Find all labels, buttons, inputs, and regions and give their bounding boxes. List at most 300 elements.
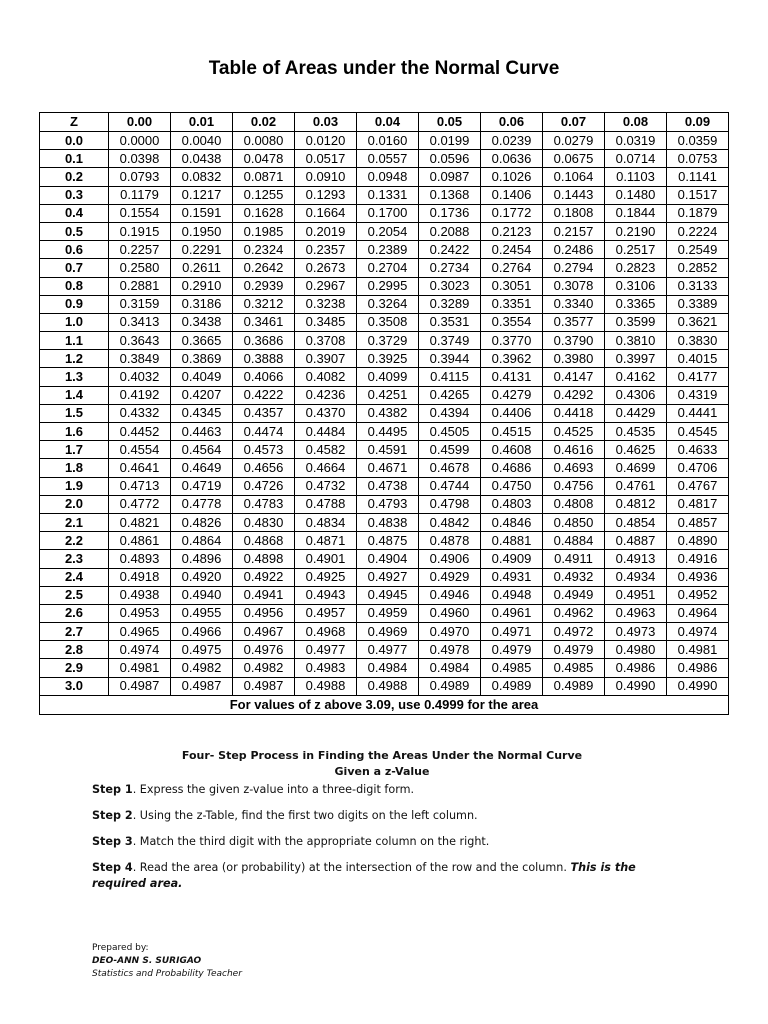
area-cell: 0.0557 (357, 150, 419, 168)
z-value-cell: 2.7 (40, 623, 109, 641)
area-cell: 0.1331 (357, 186, 419, 204)
column-header: 0.04 (357, 113, 419, 132)
area-cell: 0.4495 (357, 423, 419, 441)
area-cell: 0.0080 (233, 132, 295, 150)
area-cell: 0.4678 (419, 459, 481, 477)
area-cell: 0.4798 (419, 495, 481, 513)
area-cell: 0.2019 (295, 222, 357, 240)
area-cell: 0.4988 (295, 677, 357, 695)
area-cell: 0.2642 (233, 259, 295, 277)
z-table (39, 112, 729, 715)
area-cell: 0.1736 (419, 204, 481, 222)
area-cell: 0.1664 (295, 204, 357, 222)
area-cell: 0.2190 (605, 222, 667, 240)
z-value-cell: 0.7 (40, 259, 109, 277)
area-cell: 0.4875 (357, 532, 419, 550)
table-row (40, 222, 729, 240)
area-cell: 0.1554 (109, 204, 171, 222)
area-cell: 0.2422 (419, 241, 481, 259)
area-cell: 0.4965 (109, 623, 171, 641)
area-cell: 0.4767 (667, 477, 729, 495)
area-cell: 0.2324 (233, 241, 295, 259)
area-cell: 0.3438 (171, 313, 233, 331)
area-cell: 0.4957 (295, 604, 357, 622)
column-header: 0.02 (233, 113, 295, 132)
area-cell: 0.4162 (605, 368, 667, 386)
area-cell: 0.4978 (419, 641, 481, 659)
area-cell: 0.4564 (171, 441, 233, 459)
column-header: 0.06 (481, 113, 543, 132)
table-row (40, 641, 729, 659)
area-cell: 0.3508 (357, 313, 419, 331)
column-header: 0.08 (605, 113, 667, 132)
area-cell: 0.4850 (543, 513, 605, 531)
z-value-cell: 2.5 (40, 586, 109, 604)
table-row (40, 568, 729, 586)
area-cell: 0.1179 (109, 186, 171, 204)
area-cell: 0.4974 (667, 623, 729, 641)
area-cell: 0.2389 (357, 241, 419, 259)
area-cell: 0.4909 (481, 550, 543, 568)
area-cell: 0.1772 (481, 204, 543, 222)
area-cell: 0.0279 (543, 132, 605, 150)
area-cell: 0.4761 (605, 477, 667, 495)
area-cell: 0.1808 (543, 204, 605, 222)
area-cell: 0.4955 (171, 604, 233, 622)
z-column-header: Z (40, 113, 109, 132)
area-cell: 0.2673 (295, 259, 357, 277)
area-cell: 0.4357 (233, 404, 295, 422)
area-cell: 0.4906 (419, 550, 481, 568)
area-cell: 0.4772 (109, 495, 171, 513)
step-4 (92, 860, 672, 892)
table-body (40, 132, 729, 696)
area-cell: 0.4967 (233, 623, 295, 641)
area-cell: 0.4808 (543, 495, 605, 513)
area-cell: 0.3686 (233, 332, 295, 350)
area-cell: 0.2910 (171, 277, 233, 295)
area-cell: 0.1443 (543, 186, 605, 204)
column-header: 0.01 (171, 113, 233, 132)
area-cell: 0.0199 (419, 132, 481, 150)
z-value-cell: 3.0 (40, 677, 109, 695)
area-cell: 0.4962 (543, 604, 605, 622)
step-label: Step 1 (92, 783, 133, 796)
area-cell: 0.4783 (233, 495, 295, 513)
table-row (40, 295, 729, 313)
area-cell: 0.3810 (605, 332, 667, 350)
area-cell: 0.1293 (295, 186, 357, 204)
area-cell: 0.4881 (481, 532, 543, 550)
area-cell: 0.2939 (233, 277, 295, 295)
z-value-cell: 1.5 (40, 404, 109, 422)
area-cell: 0.4986 (605, 659, 667, 677)
area-cell: 0.4699 (605, 459, 667, 477)
area-cell: 0.0753 (667, 150, 729, 168)
z-value-cell: 1.1 (40, 332, 109, 350)
column-header: 0.00 (109, 113, 171, 132)
step-text: . Express the given z-value into a three-digit form. (132, 783, 415, 796)
area-cell: 0.2764 (481, 259, 543, 277)
area-cell: 0.0714 (605, 150, 667, 168)
area-cell: 0.4987 (233, 677, 295, 695)
area-cell: 0.4916 (667, 550, 729, 568)
area-cell: 0.1879 (667, 204, 729, 222)
table-row (40, 441, 729, 459)
area-cell: 0.0478 (233, 150, 295, 168)
area-cell: 0.3907 (295, 350, 357, 368)
area-cell: 0.4515 (481, 423, 543, 441)
area-cell: 0.2454 (481, 241, 543, 259)
area-cell: 0.3051 (481, 277, 543, 295)
area-cell: 0.3554 (481, 313, 543, 331)
area-cell: 0.4616 (543, 441, 605, 459)
area-cell: 0.4793 (357, 495, 419, 513)
area-cell: 0.4525 (543, 423, 605, 441)
area-cell: 0.4985 (481, 659, 543, 677)
area-cell: 0.4927 (357, 568, 419, 586)
step-label: Step 2 (92, 809, 133, 822)
area-cell: 0.2995 (357, 277, 419, 295)
area-cell: 0.4936 (667, 568, 729, 586)
area-cell: 0.4406 (481, 404, 543, 422)
table-row (40, 532, 729, 550)
area-cell: 0.3531 (419, 313, 481, 331)
area-cell: 0.4984 (357, 659, 419, 677)
area-cell: 0.4236 (295, 386, 357, 404)
table-row (40, 677, 729, 695)
area-cell: 0.3351 (481, 295, 543, 313)
area-cell: 0.4686 (481, 459, 543, 477)
area-cell: 0.4878 (419, 532, 481, 550)
area-cell: 0.4147 (543, 368, 605, 386)
area-cell: 0.4953 (109, 604, 171, 622)
table-row (40, 513, 729, 531)
area-cell: 0.2549 (667, 241, 729, 259)
step-emphasis: This is the required area. (92, 861, 636, 890)
area-cell: 0.4973 (605, 623, 667, 641)
area-cell: 0.1844 (605, 204, 667, 222)
area-cell: 0.4929 (419, 568, 481, 586)
area-cell: 0.4573 (233, 441, 295, 459)
z-value-cell: 1.3 (40, 368, 109, 386)
table-row (40, 604, 729, 622)
area-cell: 0.4990 (667, 677, 729, 695)
table-row (40, 204, 729, 222)
area-cell: 0.4788 (295, 495, 357, 513)
area-cell: 0.2123 (481, 222, 543, 240)
z-value-cell: 1.6 (40, 423, 109, 441)
area-cell: 0.2967 (295, 277, 357, 295)
z-value-cell: 2.1 (40, 513, 109, 531)
area-cell: 0.4938 (109, 586, 171, 604)
z-value-cell: 1.9 (40, 477, 109, 495)
table-row (40, 313, 729, 331)
area-cell: 0.4904 (357, 550, 419, 568)
area-cell: 0.3621 (667, 313, 729, 331)
area-cell: 0.2054 (357, 222, 419, 240)
z-value-cell: 2.4 (40, 568, 109, 586)
column-header: 0.07 (543, 113, 605, 132)
area-cell: 0.4864 (171, 532, 233, 550)
area-cell: 0.4671 (357, 459, 419, 477)
area-cell: 0.4830 (233, 513, 295, 531)
area-cell: 0.4979 (481, 641, 543, 659)
area-cell: 0.4049 (171, 368, 233, 386)
area-cell: 0.4941 (233, 586, 295, 604)
table-row (40, 550, 729, 568)
step-3 (92, 834, 672, 850)
area-cell: 0.4842 (419, 513, 481, 531)
prepared-label: Prepared by: (92, 943, 149, 953)
column-header: 0.09 (667, 113, 729, 132)
area-cell: 0.4988 (357, 677, 419, 695)
area-cell: 0.1026 (481, 168, 543, 186)
area-cell: 0.3078 (543, 277, 605, 295)
table-row (40, 404, 729, 422)
area-cell: 0.4989 (481, 677, 543, 695)
area-cell: 0.2823 (605, 259, 667, 277)
area-cell: 0.4545 (667, 423, 729, 441)
step-label: Step 3 (92, 835, 133, 848)
area-cell: 0.1950 (171, 222, 233, 240)
step-1 (92, 782, 672, 798)
area-cell: 0.4970 (419, 623, 481, 641)
area-cell: 0.3023 (419, 277, 481, 295)
area-cell: 0.4969 (357, 623, 419, 641)
z-value-cell: 2.3 (40, 550, 109, 568)
area-cell: 0.4744 (419, 477, 481, 495)
z-value-cell: 0.6 (40, 241, 109, 259)
area-cell: 0.2157 (543, 222, 605, 240)
area-cell: 0.3133 (667, 277, 729, 295)
table-footer-note: For values of z above 3.09, use 0.4999 for the area (40, 695, 729, 714)
area-cell: 0.0398 (109, 150, 171, 168)
area-cell: 0.3790 (543, 332, 605, 350)
z-value-cell: 1.4 (40, 386, 109, 404)
page-title: Table of Areas under the Normal Curve (208, 58, 560, 79)
z-value-cell: 0.4 (40, 204, 109, 222)
area-cell: 0.4987 (171, 677, 233, 695)
steps-subheading: Given a z-Value (334, 765, 430, 778)
area-cell: 0.4982 (171, 659, 233, 677)
area-cell: 0.3888 (233, 350, 295, 368)
area-cell: 0.4977 (357, 641, 419, 659)
area-cell: 0.4989 (543, 677, 605, 695)
area-cell: 0.4932 (543, 568, 605, 586)
table-row (40, 423, 729, 441)
z-value-cell: 0.5 (40, 222, 109, 240)
area-cell: 0.4713 (109, 477, 171, 495)
area-cell: 0.1915 (109, 222, 171, 240)
area-cell: 0.0120 (295, 132, 357, 150)
area-cell: 0.1103 (605, 168, 667, 186)
area-cell: 0.1591 (171, 204, 233, 222)
area-cell: 0.1517 (667, 186, 729, 204)
area-cell: 0.4821 (109, 513, 171, 531)
area-cell: 0.4207 (171, 386, 233, 404)
area-cell: 0.0040 (171, 132, 233, 150)
area-cell: 0.3186 (171, 295, 233, 313)
area-cell: 0.4963 (605, 604, 667, 622)
area-cell: 0.4949 (543, 586, 605, 604)
area-cell: 0.0910 (295, 168, 357, 186)
area-cell: 0.4893 (109, 550, 171, 568)
table-row (40, 277, 729, 295)
steps-section (92, 748, 672, 892)
area-cell: 0.3925 (357, 350, 419, 368)
area-cell: 0.4693 (543, 459, 605, 477)
area-cell: 0.4854 (605, 513, 667, 531)
step-text: . Using the z-Table, find the first two digits on the left column. (132, 809, 478, 822)
z-value-cell: 0.2 (40, 168, 109, 186)
area-cell: 0.0948 (357, 168, 419, 186)
column-header: 0.05 (419, 113, 481, 132)
area-cell: 0.2088 (419, 222, 481, 240)
area-cell: 0.4861 (109, 532, 171, 550)
area-cell: 0.4554 (109, 441, 171, 459)
area-cell: 0.4452 (109, 423, 171, 441)
area-cell: 0.2357 (295, 241, 357, 259)
area-cell: 0.2734 (419, 259, 481, 277)
area-cell: 0.4726 (233, 477, 295, 495)
area-cell: 0.4976 (233, 641, 295, 659)
table-row (40, 186, 729, 204)
area-cell: 0.4913 (605, 550, 667, 568)
area-cell: 0.3599 (605, 313, 667, 331)
area-cell: 0.3389 (667, 295, 729, 313)
area-cell: 0.2224 (667, 222, 729, 240)
area-cell: 0.2580 (109, 259, 171, 277)
author-role: Statistics and Probability Teacher (92, 969, 242, 979)
area-cell: 0.4971 (481, 623, 543, 641)
author-name: DEO-ANN S. SURIGAO (92, 956, 202, 966)
table-row (40, 368, 729, 386)
area-cell: 0.4251 (357, 386, 419, 404)
area-cell: 0.4222 (233, 386, 295, 404)
area-cell: 0.0000 (109, 132, 171, 150)
area-cell: 0.4032 (109, 368, 171, 386)
area-cell: 0.3830 (667, 332, 729, 350)
z-value-cell: 2.6 (40, 604, 109, 622)
area-cell: 0.4920 (171, 568, 233, 586)
area-cell: 0.3708 (295, 332, 357, 350)
area-cell: 0.4868 (233, 532, 295, 550)
area-cell: 0.4192 (109, 386, 171, 404)
table-row (40, 259, 729, 277)
area-cell: 0.4535 (605, 423, 667, 441)
area-cell: 0.4591 (357, 441, 419, 459)
area-cell: 0.4987 (109, 677, 171, 695)
area-cell: 0.0871 (233, 168, 295, 186)
area-cell: 0.4871 (295, 532, 357, 550)
area-cell: 0.4505 (419, 423, 481, 441)
area-cell: 0.3770 (481, 332, 543, 350)
area-cell: 0.4131 (481, 368, 543, 386)
area-cell: 0.3264 (357, 295, 419, 313)
z-value-cell: 1.7 (40, 441, 109, 459)
area-cell: 0.3159 (109, 295, 171, 313)
area-cell: 0.4918 (109, 568, 171, 586)
area-cell: 0.4750 (481, 477, 543, 495)
area-cell: 0.0239 (481, 132, 543, 150)
area-cell: 0.3944 (419, 350, 481, 368)
z-value-cell: 0.1 (40, 150, 109, 168)
area-cell: 0.4977 (295, 641, 357, 659)
area-cell: 0.3869 (171, 350, 233, 368)
area-cell: 0.4981 (109, 659, 171, 677)
area-cell: 0.4982 (233, 659, 295, 677)
table-row (40, 386, 729, 404)
area-cell: 0.4838 (357, 513, 419, 531)
z-value-cell: 0.3 (40, 186, 109, 204)
area-cell: 0.4641 (109, 459, 171, 477)
step-2 (92, 808, 672, 824)
area-cell: 0.2704 (357, 259, 419, 277)
table-row (40, 586, 729, 604)
area-cell: 0.3289 (419, 295, 481, 313)
area-cell: 0.4732 (295, 477, 357, 495)
area-cell: 0.4966 (171, 623, 233, 641)
area-cell: 0.4890 (667, 532, 729, 550)
area-cell: 0.4633 (667, 441, 729, 459)
area-cell: 0.4082 (295, 368, 357, 386)
z-value-cell: 0.0 (40, 132, 109, 150)
area-cell: 0.4429 (605, 404, 667, 422)
area-cell: 0.4649 (171, 459, 233, 477)
area-cell: 0.4989 (419, 677, 481, 695)
z-value-cell: 0.8 (40, 277, 109, 295)
area-cell: 0.3577 (543, 313, 605, 331)
area-cell: 0.4441 (667, 404, 729, 422)
area-cell: 0.4394 (419, 404, 481, 422)
area-cell: 0.2257 (109, 241, 171, 259)
header-row (40, 113, 729, 132)
area-cell: 0.4474 (233, 423, 295, 441)
area-cell: 0.3962 (481, 350, 543, 368)
area-cell: 0.4826 (171, 513, 233, 531)
area-cell: 0.4884 (543, 532, 605, 550)
step-text: . Read the area (or probability) at the intersection of the row and the column. (132, 861, 571, 874)
area-cell: 0.3643 (109, 332, 171, 350)
area-cell: 0.2291 (171, 241, 233, 259)
area-cell: 0.4778 (171, 495, 233, 513)
prepared-by (92, 942, 242, 981)
area-cell: 0.4265 (419, 386, 481, 404)
z-value-cell: 1.2 (40, 350, 109, 368)
area-cell: 0.4664 (295, 459, 357, 477)
area-cell: 0.4756 (543, 477, 605, 495)
area-cell: 0.4940 (171, 586, 233, 604)
table-row (40, 150, 729, 168)
area-cell: 0.0359 (667, 132, 729, 150)
area-cell: 0.4896 (171, 550, 233, 568)
area-cell: 0.3365 (605, 295, 667, 313)
area-cell: 0.4279 (481, 386, 543, 404)
area-cell: 0.4803 (481, 495, 543, 513)
area-cell: 0.4974 (109, 641, 171, 659)
area-cell: 0.0319 (605, 132, 667, 150)
footer-row (40, 695, 729, 714)
column-header: 0.03 (295, 113, 357, 132)
area-cell: 0.3485 (295, 313, 357, 331)
area-cell: 0.1255 (233, 186, 295, 204)
area-cell: 0.3238 (295, 295, 357, 313)
area-cell: 0.3997 (605, 350, 667, 368)
area-cell: 0.4931 (481, 568, 543, 586)
area-cell: 0.4911 (543, 550, 605, 568)
z-value-cell: 2.2 (40, 532, 109, 550)
